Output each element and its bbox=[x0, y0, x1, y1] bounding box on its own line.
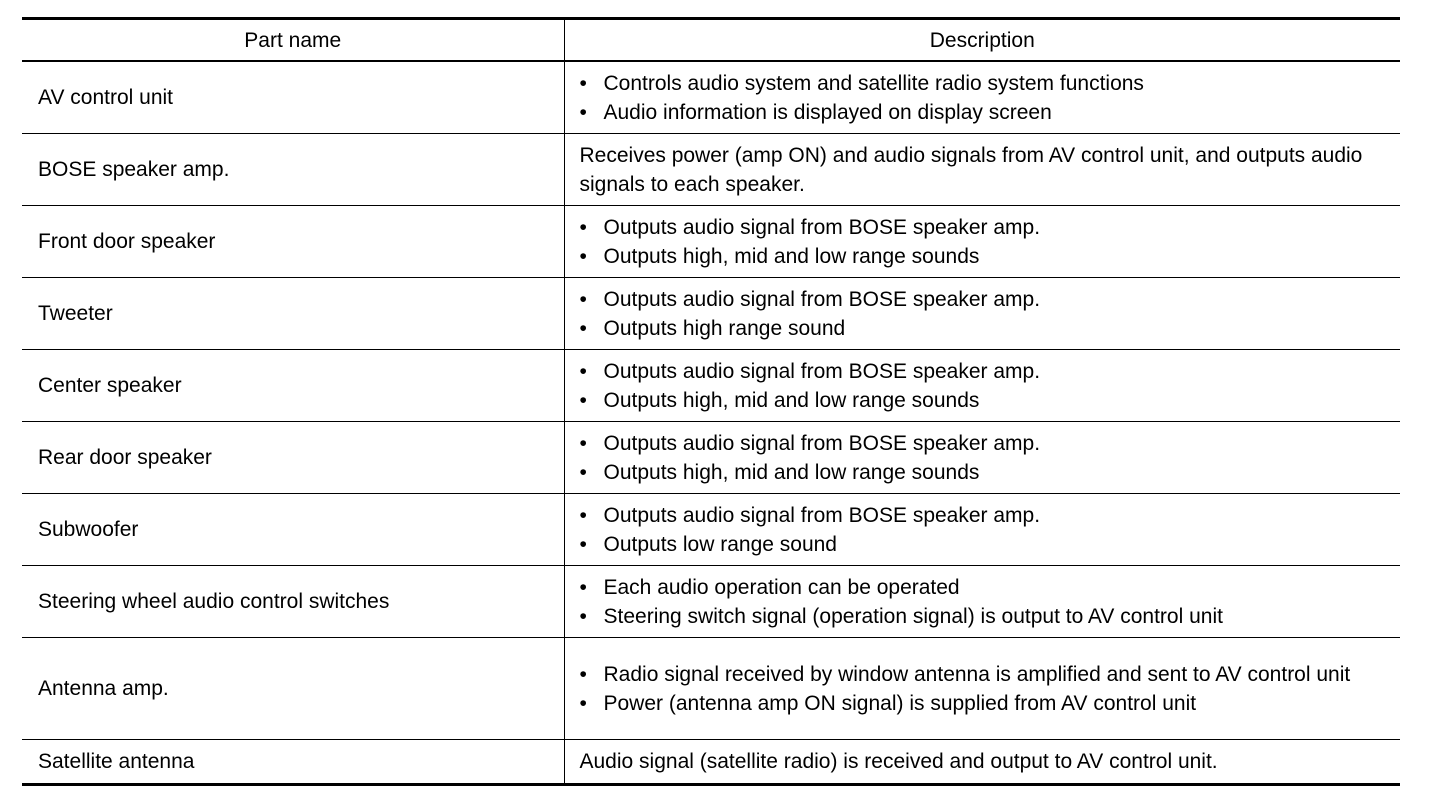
bullet-list bbox=[580, 285, 1387, 343]
description-cell bbox=[564, 278, 1400, 350]
bullet-list bbox=[580, 213, 1387, 271]
bullet-item: • Outputs audio signal from BOSE speaker amp. bbox=[580, 213, 1387, 242]
part-name-cell: Center speaker bbox=[22, 350, 564, 422]
bullet-item: • Outputs audio signal from BOSE speaker amp. bbox=[580, 357, 1387, 386]
bullet-item: • Outputs high, mid and low range sounds bbox=[580, 242, 1387, 271]
table-row bbox=[22, 638, 1400, 740]
table-row bbox=[22, 134, 1400, 206]
header-part-name: Part name bbox=[22, 19, 564, 62]
bullet-item: • Outputs high range sound bbox=[580, 314, 1387, 343]
part-name-cell: Satellite antenna bbox=[38, 750, 195, 773]
table-header-row bbox=[22, 19, 1400, 62]
bullet-item: • Radio signal received by window antenna is amplified and sent to AV control unit bbox=[580, 660, 1387, 689]
bullet-list bbox=[580, 573, 1387, 631]
description-cell bbox=[564, 350, 1400, 422]
part-name-cell: BOSE speaker amp. bbox=[22, 134, 564, 206]
part-name-cell: Tweeter bbox=[22, 278, 564, 350]
part-name-cell: Antenna amp. bbox=[22, 638, 564, 740]
bullet-list bbox=[580, 357, 1387, 415]
bullet-item: • Outputs audio signal from BOSE speaker amp. bbox=[580, 429, 1387, 458]
table-row bbox=[22, 350, 1400, 422]
bullet-item: • Each audio operation can be operated bbox=[580, 573, 1387, 602]
description-cell bbox=[564, 638, 1400, 740]
table-row bbox=[22, 422, 1400, 494]
bullet-item: • Outputs low range sound bbox=[580, 530, 1387, 559]
description-text: Audio signal (satellite radio) is received and output to AV control unit. bbox=[564, 740, 1400, 785]
parts-description-table bbox=[22, 17, 1400, 786]
part-name-cell: Rear door speaker bbox=[22, 422, 564, 494]
description-text: Receives power (amp ON) and audio signals from AV control unit, and outputs audio signals to each speaker. bbox=[564, 134, 1400, 206]
description-cell bbox=[564, 61, 1400, 134]
bullet-item: • Steering switch signal (operation signal) is output to AV control unit bbox=[580, 602, 1387, 631]
bullet-item: • Outputs high, mid and low range sounds bbox=[580, 458, 1387, 487]
part-name-cell: Steering wheel audio control switches bbox=[22, 566, 564, 638]
table-row bbox=[22, 494, 1400, 566]
description-cell bbox=[564, 566, 1400, 638]
description-cell bbox=[564, 206, 1400, 278]
bullet-item: • Audio information is displayed on display screen bbox=[580, 98, 1387, 127]
bullet-list bbox=[580, 660, 1387, 718]
header-description: Description bbox=[564, 19, 1400, 62]
bullet-item: • Outputs audio signal from BOSE speaker amp. bbox=[580, 285, 1387, 314]
table-row bbox=[22, 740, 1400, 785]
description-cell bbox=[564, 422, 1400, 494]
bullet-list bbox=[580, 69, 1387, 127]
table-row bbox=[22, 61, 1400, 134]
table-row bbox=[22, 566, 1400, 638]
bullet-item: • Outputs high, mid and low range sounds bbox=[580, 386, 1387, 415]
bullet-item: • Outputs audio signal from BOSE speaker amp. bbox=[580, 501, 1387, 530]
part-name-cell: Front door speaker bbox=[22, 206, 564, 278]
part-name-cell: Subwoofer bbox=[22, 494, 564, 566]
bullet-item: • Power (antenna amp ON signal) is supplied from AV control unit bbox=[580, 689, 1387, 718]
bullet-item: • Controls audio system and satellite radio system functions bbox=[580, 69, 1387, 98]
bullet-list bbox=[580, 429, 1387, 487]
description-cell bbox=[564, 494, 1400, 566]
bullet-list bbox=[580, 501, 1387, 559]
part-name-cell: AV control unit bbox=[22, 61, 564, 134]
table-row bbox=[22, 278, 1400, 350]
table-row bbox=[22, 206, 1400, 278]
